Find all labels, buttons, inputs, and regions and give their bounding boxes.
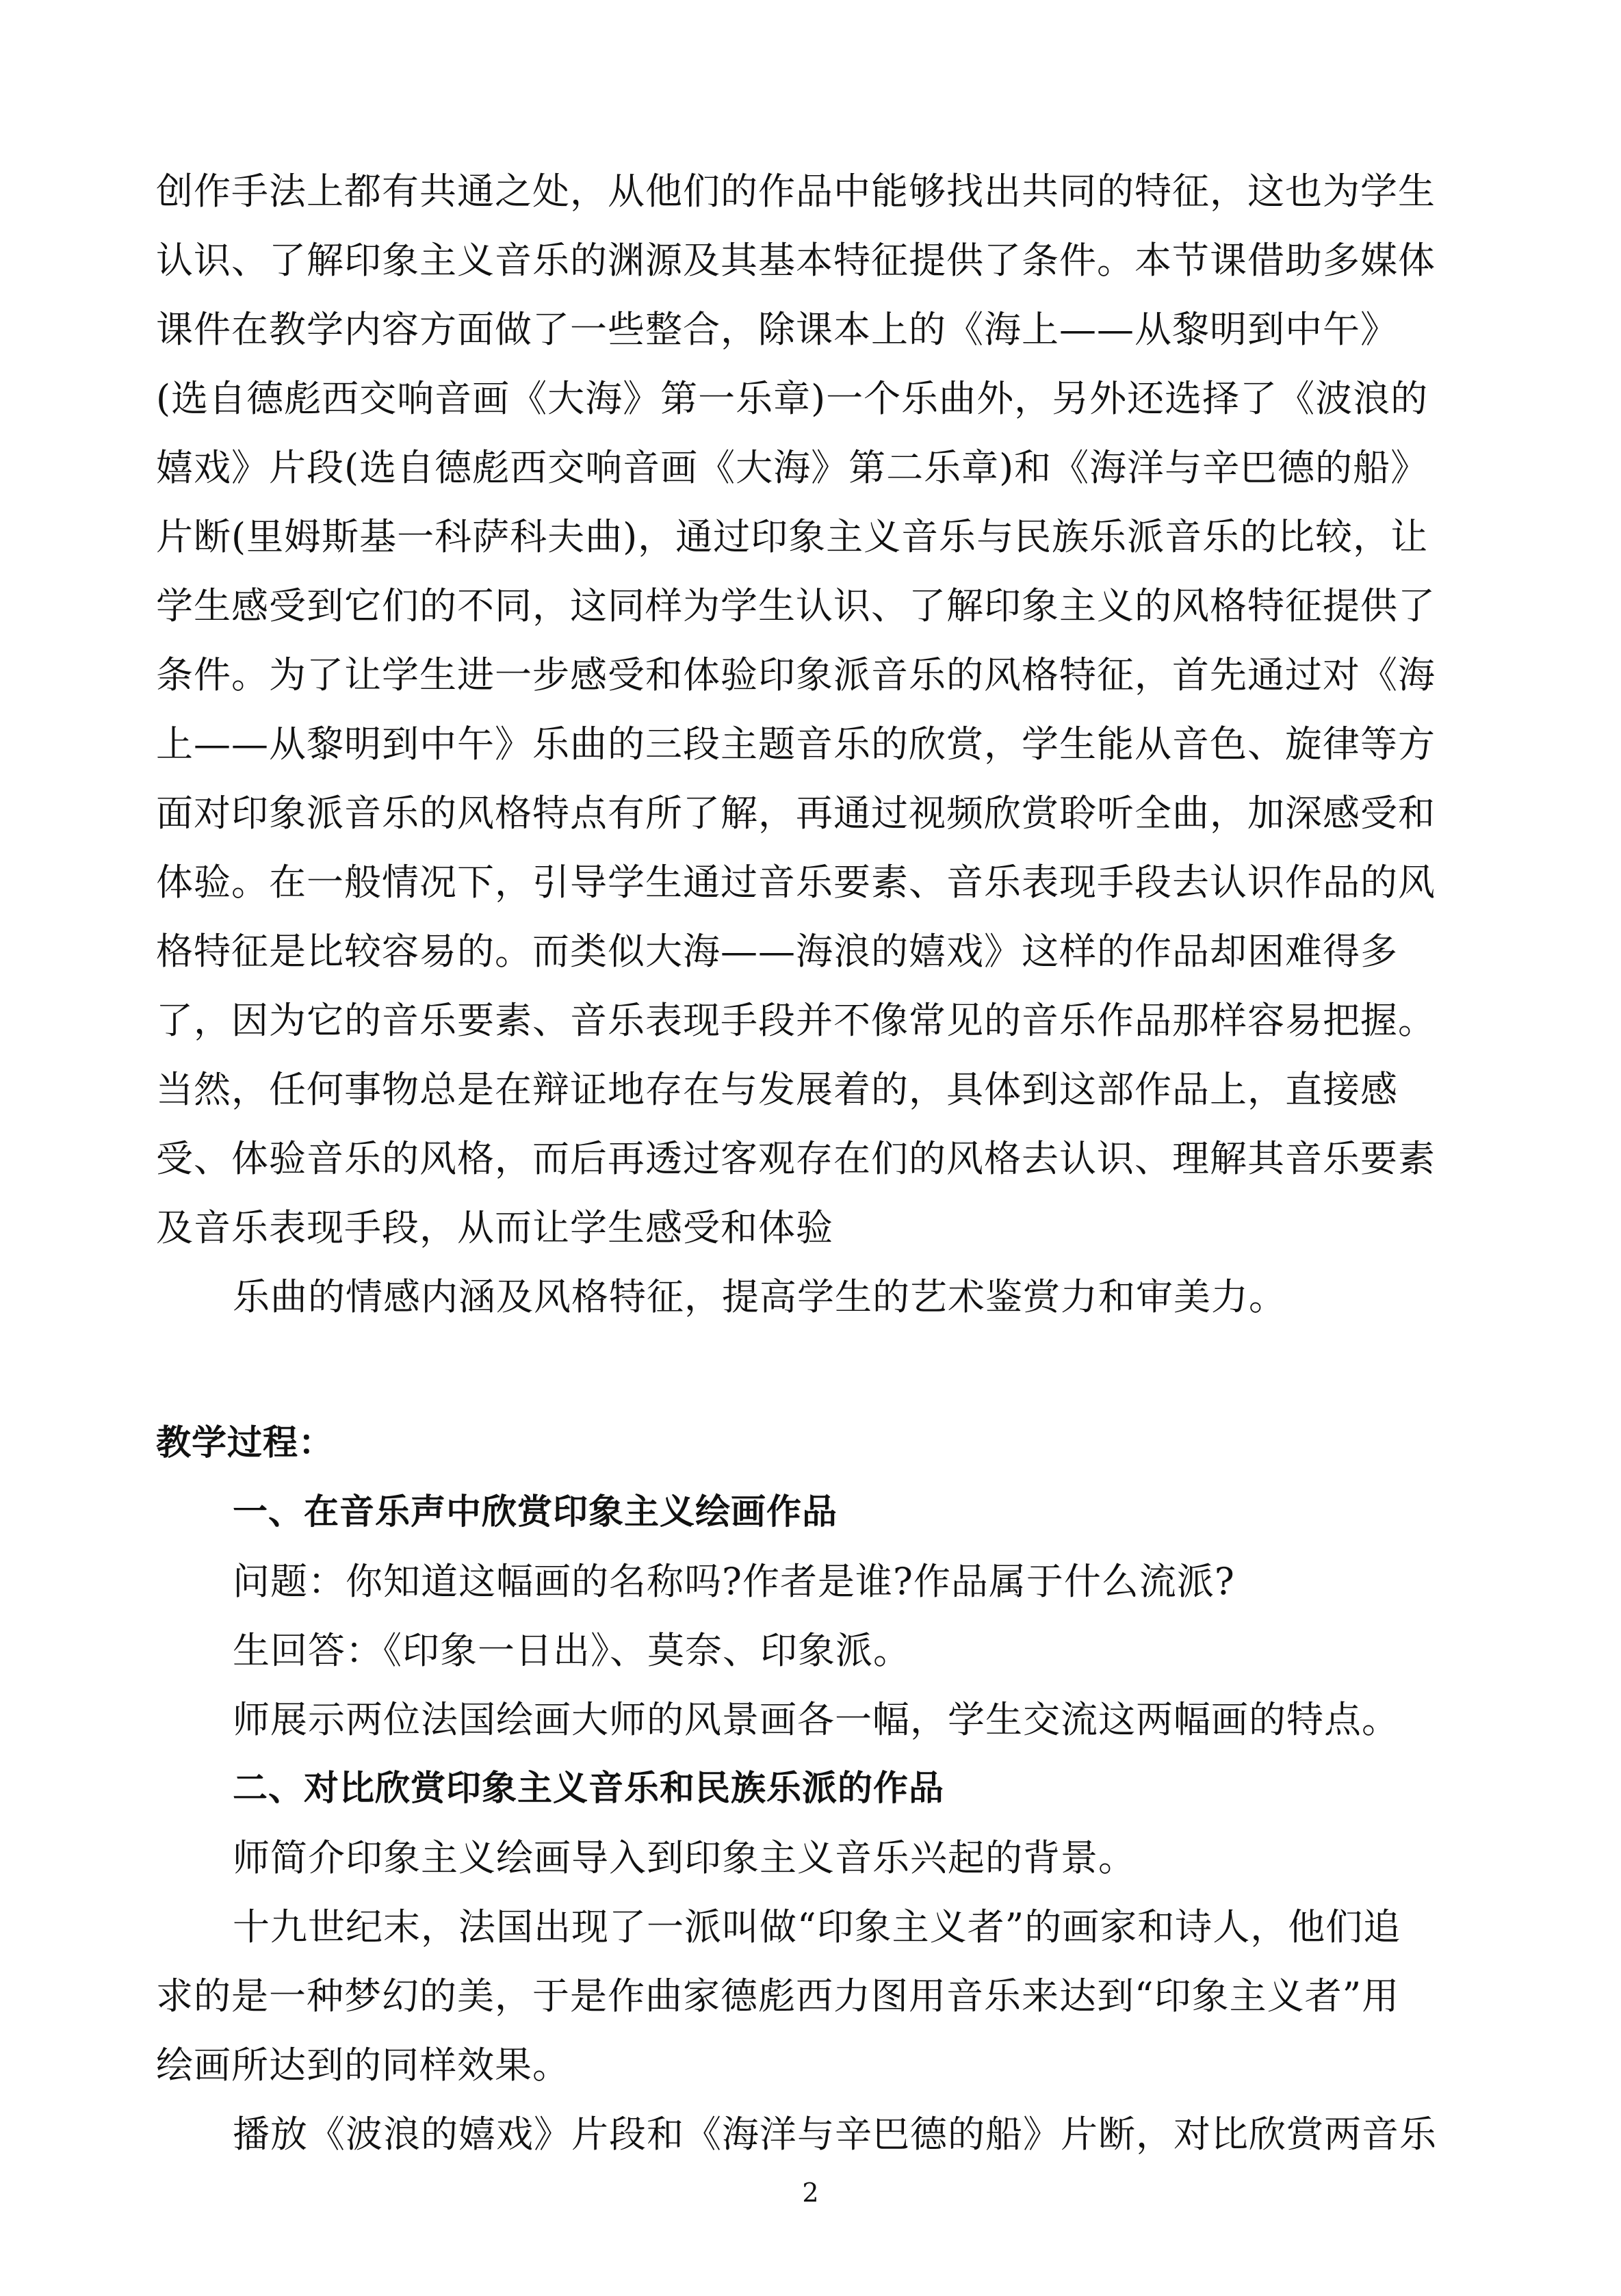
- body-line: 学生感受到它们的不同，这同样为学生认识、了解印象主义的风格特征提供了: [156, 584, 1436, 627]
- body-line: 师展示两位法国绘画大师的风景画各一幅，学生交流这两幅画的特点。: [233, 1698, 1399, 1741]
- body-line: 创作手法上都有共通之处，从他们的作品中能够找出共同的特征，这也为学生: [156, 170, 1436, 213]
- body-line: 生回答：《印象一日出》、莫奈、印象派。: [233, 1629, 911, 1672]
- body-line: 格特征是比较容易的。而类似大海——海浪的嬉戏》这样的作品却困难得多: [156, 930, 1398, 973]
- body-line: 受、体验音乐的风格，而后再透过客观存在们的风格去认识、理解其音乐要素: [156, 1137, 1436, 1180]
- body-line: 及音乐表现手段，从而让学生感受和体验: [156, 1206, 833, 1249]
- body-line: 求的是一种梦幻的美，于是作曲家德彪西力图用音乐来达到“印象主义者”用: [156, 1974, 1400, 2018]
- body-line: 面对印象派音乐的风格特点有所了解，再通过视频欣赏聆听全曲，加深感受和: [156, 792, 1436, 835]
- body-line: 十九世纪末，法国出现了一派叫做“印象主义者”的画家和诗人，他们追: [233, 1905, 1401, 1948]
- body-line: 认识、了解印象主义音乐的渊源及其基本特征提供了条件。本节课借助多媒体: [156, 239, 1436, 282]
- body-line: 条件。为了让学生进一步感受和体验印象派音乐的风格特征，首先通过对《海: [156, 653, 1436, 696]
- subsection-heading: 一、在音乐声中欣赏印象主义绘画作品: [233, 1492, 838, 1532]
- page-number: 2: [802, 2178, 819, 2208]
- body-line: 片断(里姆斯基一科萨科夫曲)，通过印象主义音乐与民族乐派音乐的比较，让: [156, 515, 1429, 558]
- body-line: (选自德彪西交响音画《大海》第一乐章)一个乐曲外，另外还选择了《波浪的: [156, 377, 1429, 420]
- body-line: 乐曲的情感内涵及风格特征，提高学生的艺术鉴赏力和审美力。: [233, 1275, 1286, 1318]
- body-line: 当然，任何事物总是在辩证地存在与发展着的，具体到这部作品上，直接感: [156, 1068, 1398, 1111]
- body-line: 问题：你知道这幅画的名称吗?作者是谁?作品属于什么流派?: [233, 1560, 1235, 1603]
- body-line: 播放《波浪的嬉戏》片段和《海洋与辛巴德的船》片断，对比欣赏两音乐: [233, 2113, 1437, 2156]
- subsection-heading: 二、对比欣赏印象主义音乐和民族乐派的作品: [233, 1769, 945, 1809]
- body-line: 绘画所达到的同样效果。: [156, 2044, 570, 2087]
- body-line: 嬉戏》片段(选自德彪西交响音画《大海》第二乐章)和《海洋与辛巴德的船》: [156, 446, 1429, 489]
- body-line: 体验。在一般情况下，引导学生通过音乐要素、音乐表现手段去认识作品的风: [156, 861, 1436, 904]
- body-line: 了，因为它的音乐要素、音乐表现手段并不像常见的音乐作品那样容易把握。: [156, 999, 1436, 1042]
- body-line: 课件在教学内容方面做了一些整合，除课本上的《海上——从黎明到中午》: [156, 308, 1398, 351]
- body-line: 上——从黎明到中午》乐曲的三段主题音乐的欣赏，学生能从音色、旋律等方: [156, 722, 1436, 766]
- section-heading: 教学过程：: [156, 1423, 335, 1463]
- body-line: 师简介印象主义绘画导入到印象主义音乐兴起的背景。: [233, 1836, 1136, 1879]
